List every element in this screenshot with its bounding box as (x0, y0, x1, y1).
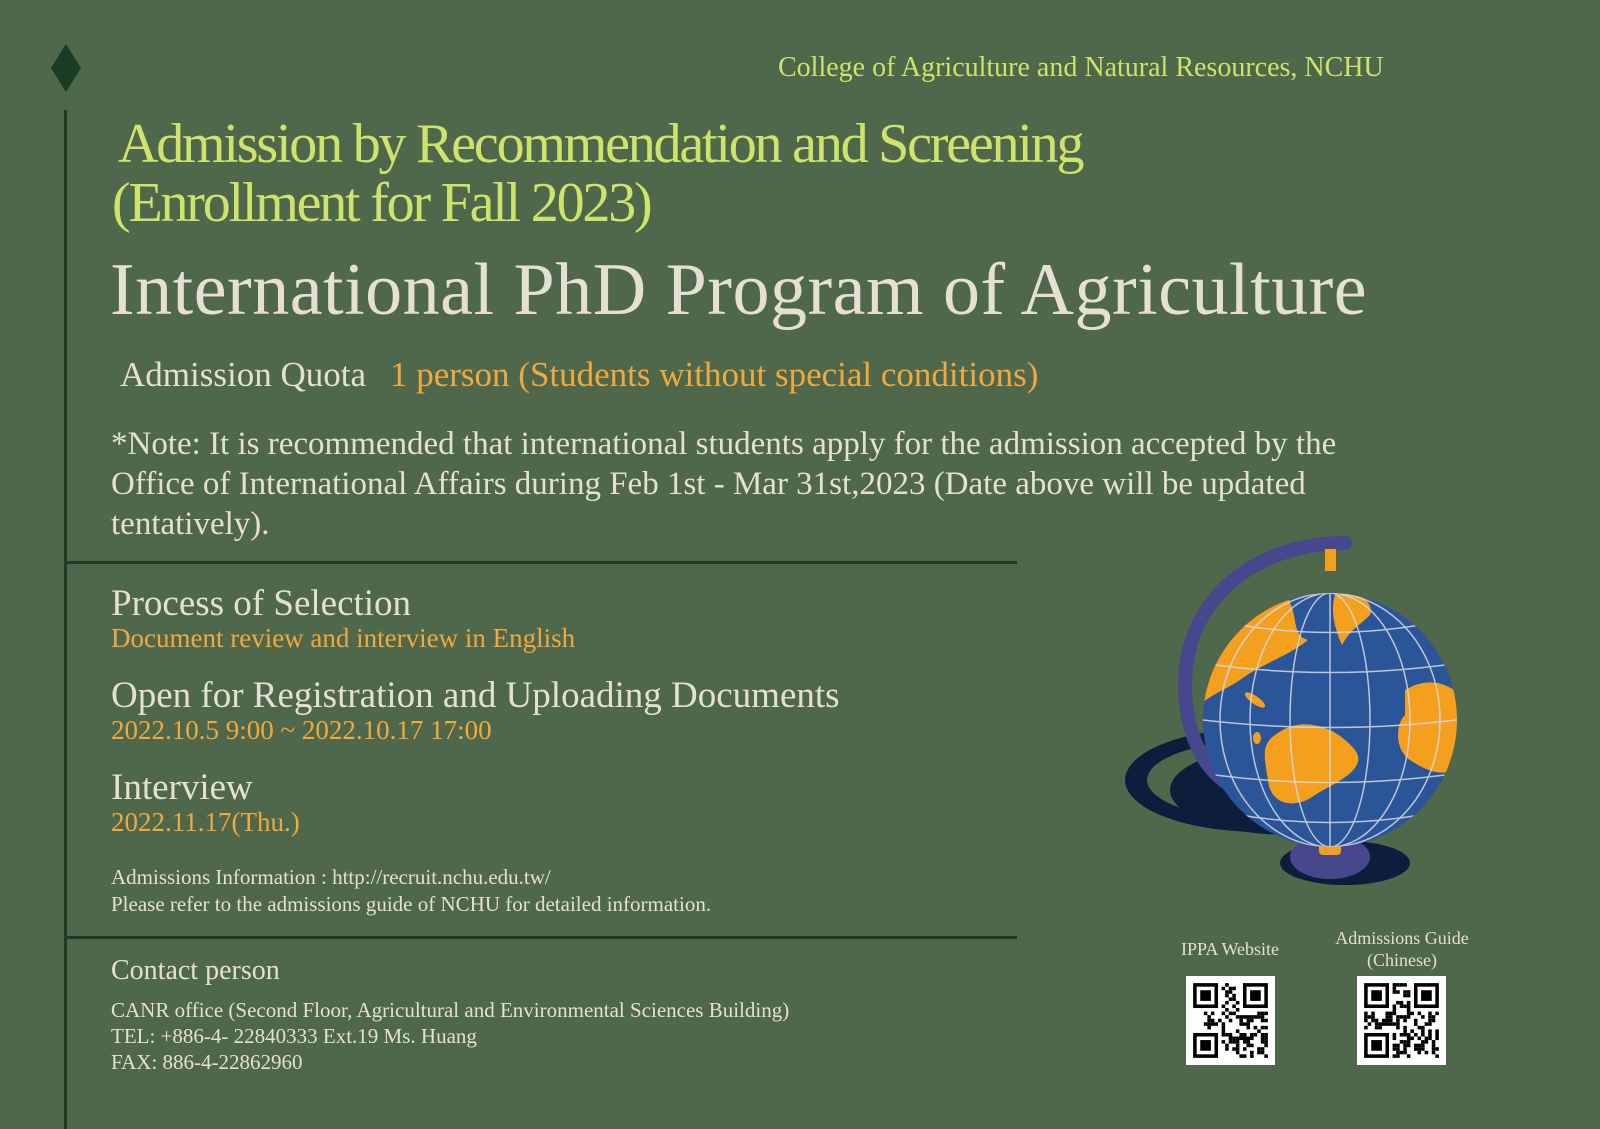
contact-tel: TEL: +886-4- 22840333 Ext.19 Ms. Huang (111, 1024, 477, 1048)
enrollment-heading: (Enrollment for Fall 2023) (112, 172, 651, 234)
quota-label: Admission Quota (120, 355, 366, 394)
note-text: *Note: It is recommended that international students apply for the admission accepted by the Office of International Affairs during Feb 1st - Mar 31st,2023 (Date above will be updated tentatively). (111, 426, 1337, 542)
section-heading-registration: Open for Registration and Uploading Documents (111, 675, 840, 716)
contact-heading: Contact person (111, 955, 280, 986)
vertical-divider (64, 110, 67, 1129)
admissions-info-link[interactable]: Admissions Information : http://recruit.nchu.edu.tw/ (111, 865, 551, 889)
section-detail-interview: 2022.11.17(Thu.) (111, 807, 300, 837)
quota-value: 1 person (Students without special conditions) (389, 355, 1039, 394)
horizontal-divider (64, 936, 1017, 939)
admission-quota (120, 355, 1038, 395)
contact-fax: FAX: 886-4-22862960 (111, 1050, 303, 1074)
college-name: College of Agriculture and Natural Resources, NCHU (778, 52, 1384, 83)
qr-label-guide: Admissions Guide (Chinese) (1335, 928, 1469, 970)
section-detail-process: Document review and interview in English (111, 623, 576, 653)
globe-illustration (1120, 535, 1480, 895)
section-heading-interview: Interview (111, 767, 253, 808)
admissions-guide-note: Please refer to the admissions guide of NCHU for detailed information. (111, 892, 712, 916)
contact-office: CANR office (Second Floor, Agricultural and Environmental Sciences Building) (111, 998, 790, 1022)
admission-heading: Admission by Recommendation and Screening (118, 113, 1083, 175)
diamond-ornament-icon (51, 44, 81, 92)
qr-label-ippa: IPPA Website (1180, 939, 1280, 959)
horizontal-divider (64, 561, 1017, 564)
qr-code-ippa-website[interactable] (1186, 976, 1275, 1065)
section-heading-process: Process of Selection (111, 583, 412, 624)
qr-code-admissions-guide[interactable] (1357, 976, 1446, 1065)
program-title: International PhD Program of Agriculture (110, 249, 1368, 331)
section-detail-registration: 2022.10.5 9:00 ~ 2022.10.17 17:00 (111, 715, 492, 745)
